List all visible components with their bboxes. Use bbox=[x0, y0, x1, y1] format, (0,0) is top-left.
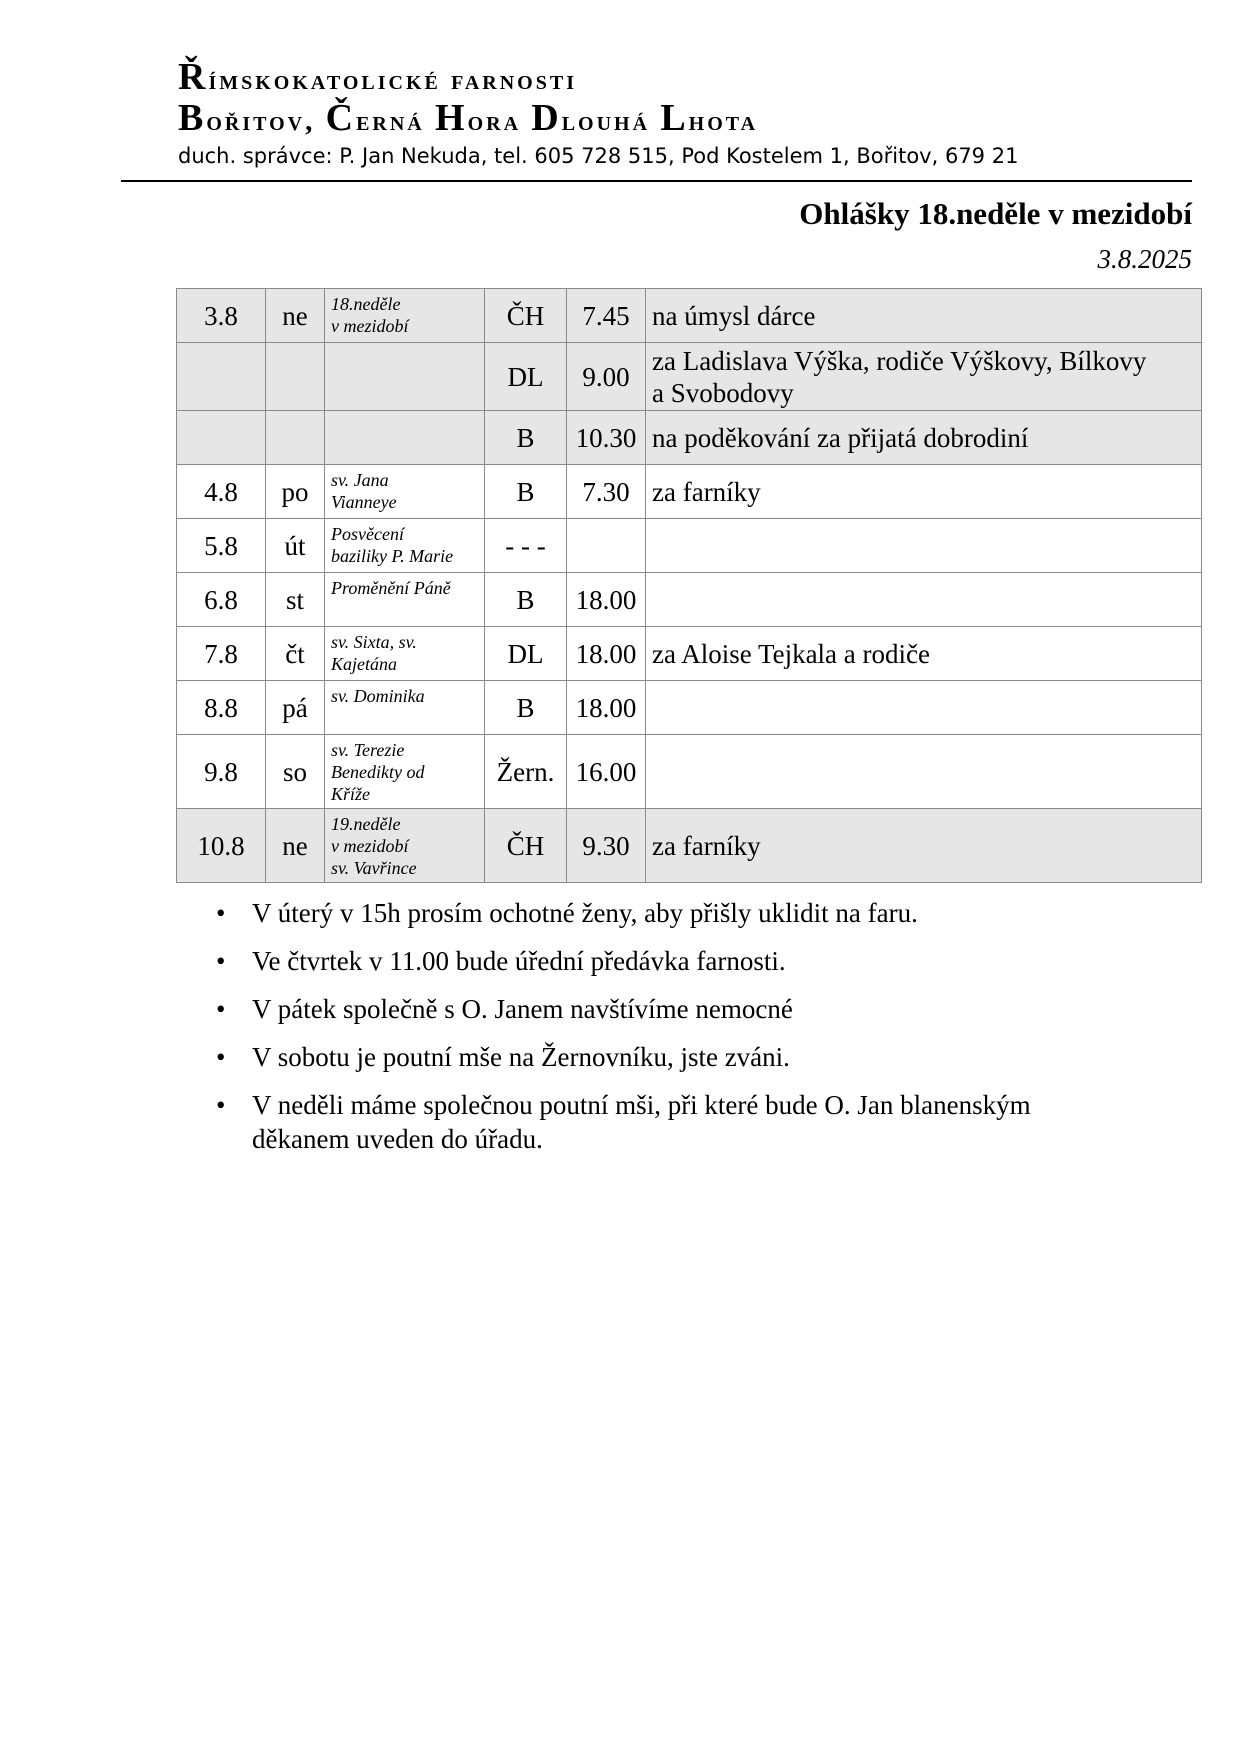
announcement-text: děkanem uveden do úřadu. bbox=[252, 1124, 543, 1154]
schedule-feast-line: Benedikty od bbox=[331, 762, 425, 782]
schedule-intention bbox=[646, 465, 1202, 519]
schedule-feast-line: Vianneye bbox=[331, 492, 397, 512]
schedule-intention bbox=[646, 343, 1202, 411]
schedule-feast-line: Posvěcení bbox=[331, 524, 404, 544]
schedule-feast-line: sv. Vavřince bbox=[331, 858, 417, 878]
schedule-row bbox=[177, 465, 1202, 519]
schedule-intention bbox=[646, 289, 1202, 343]
schedule-body bbox=[177, 289, 1202, 883]
schedule-weekday: so bbox=[266, 735, 325, 809]
schedule-place: B bbox=[485, 465, 567, 519]
announcement-text: V sobotu je poutní mše na Žernovníku, jste zváni. bbox=[252, 1042, 790, 1072]
schedule-weekday: čt bbox=[266, 627, 325, 681]
schedule-feast-line: Kříže bbox=[331, 784, 371, 804]
schedule-intention bbox=[646, 681, 1202, 735]
schedule-time: 18.00 bbox=[567, 627, 646, 681]
title-text: louhá bbox=[561, 105, 661, 137]
schedule-feast bbox=[325, 519, 485, 573]
schedule-place: - - - bbox=[485, 519, 567, 573]
schedule-feast-line: v mezidobí bbox=[331, 316, 409, 336]
schedule-time: 7.45 bbox=[567, 289, 646, 343]
schedule-feast bbox=[325, 343, 485, 411]
announcement-item bbox=[212, 992, 1172, 1026]
schedule-time bbox=[567, 519, 646, 573]
schedule-intention bbox=[646, 809, 1202, 883]
announcement-item bbox=[212, 944, 1172, 978]
schedule-date: 3.8 bbox=[177, 289, 266, 343]
schedule-intention bbox=[646, 411, 1202, 465]
schedule-time: 18.00 bbox=[567, 573, 646, 627]
announcements-list bbox=[212, 896, 1172, 1170]
announcement-item bbox=[212, 896, 1172, 930]
schedule-date: 6.8 bbox=[177, 573, 266, 627]
schedule-date bbox=[177, 411, 266, 465]
announcement-text: V pátek společně s O. Janem navštívíme nemocné bbox=[252, 994, 793, 1024]
schedule-intention-line: na poděkování za přijatá dobrodiní bbox=[652, 422, 1029, 453]
schedule-feast bbox=[325, 411, 485, 465]
announcement-text: V úterý v 15h prosím ochotné ženy, aby přišly uklidit na faru. bbox=[252, 898, 918, 928]
schedule-intention-line: na úmysl dárce bbox=[652, 300, 816, 331]
schedule-place: DL bbox=[485, 627, 567, 681]
schedule-feast-line: 18.neděle bbox=[331, 294, 401, 314]
schedule-row bbox=[177, 289, 1202, 343]
title-initial: B bbox=[178, 97, 207, 139]
schedule-feast-line: sv. Sixta, sv. bbox=[331, 632, 417, 652]
schedule-intention-line: a Svobodovy bbox=[652, 377, 794, 408]
schedule-weekday: ne bbox=[266, 809, 325, 883]
schedule-intention-line: za farníky bbox=[652, 830, 761, 861]
parish-header bbox=[178, 58, 1188, 140]
title-text: hota bbox=[688, 105, 759, 137]
schedule-place: ČH bbox=[485, 809, 567, 883]
schedule-feast-line: baziliky P. Marie bbox=[331, 546, 454, 566]
schedule-place: Žern. bbox=[485, 735, 567, 809]
bullet-icon: • bbox=[216, 1042, 226, 1072]
bullet-icon: • bbox=[216, 994, 226, 1024]
schedule-date: 5.8 bbox=[177, 519, 266, 573]
schedule-time: 7.30 bbox=[567, 465, 646, 519]
schedule-date: 10.8 bbox=[177, 809, 266, 883]
title-initial: Ř bbox=[178, 56, 209, 98]
schedule-feast bbox=[325, 809, 485, 883]
bullet-icon: • bbox=[216, 946, 226, 976]
schedule-weekday: út bbox=[266, 519, 325, 573]
schedule-row bbox=[177, 411, 1202, 465]
schedule-row bbox=[177, 627, 1202, 681]
schedule-feast-line: 19.neděle bbox=[331, 814, 401, 834]
title-text: erná bbox=[356, 105, 435, 137]
schedule-row bbox=[177, 573, 1202, 627]
contact-line: duch. správce: P. Jan Nekuda, tel. 605 728 515, Pod Kostelem 1, Bořitov, 679 21 bbox=[178, 144, 1019, 168]
schedule-weekday: st bbox=[266, 573, 325, 627]
announcement-item bbox=[212, 1088, 1172, 1156]
schedule-row bbox=[177, 681, 1202, 735]
bullet-icon: • bbox=[216, 898, 226, 928]
schedule-intention bbox=[646, 573, 1202, 627]
document-date: 3.8.2025 bbox=[1097, 244, 1192, 274]
schedule-row bbox=[177, 343, 1202, 411]
schedule-feast bbox=[325, 465, 485, 519]
schedule-date: 8.8 bbox=[177, 681, 266, 735]
schedule-time: 18.00 bbox=[567, 681, 646, 735]
schedule-intention bbox=[646, 735, 1202, 809]
schedule-place: B bbox=[485, 573, 567, 627]
schedule-feast bbox=[325, 681, 485, 735]
schedule-intention bbox=[646, 627, 1202, 681]
header-divider bbox=[121, 180, 1192, 182]
schedule-weekday bbox=[266, 343, 325, 411]
announcement-item bbox=[212, 1040, 1172, 1074]
schedule-intention-line: za Ladislava Výška, rodiče Výškovy, Bílkovy bbox=[652, 345, 1147, 376]
schedule-feast bbox=[325, 735, 485, 809]
bullet-icon: • bbox=[216, 1090, 226, 1120]
title-initial: Č bbox=[325, 97, 357, 139]
schedule-time: 16.00 bbox=[567, 735, 646, 809]
title-text: ímskokatolické farnosti bbox=[208, 64, 577, 96]
title-text: ořitov, bbox=[206, 105, 326, 137]
document-title: Ohlášky 18.neděle v mezidobí bbox=[799, 196, 1192, 231]
announcement-text: Ve čtvrtek v 11.00 bude úřední předávka farnosti. bbox=[252, 946, 786, 976]
schedule-date: 7.8 bbox=[177, 627, 266, 681]
schedule-date: 9.8 bbox=[177, 735, 266, 809]
title-initial: L bbox=[660, 97, 689, 139]
schedule-weekday: pá bbox=[266, 681, 325, 735]
schedule-row bbox=[177, 809, 1202, 883]
schedule-weekday bbox=[266, 411, 325, 465]
mass-schedule-table bbox=[176, 288, 1202, 883]
schedule-weekday: ne bbox=[266, 289, 325, 343]
schedule-intention-line: za farníky bbox=[652, 476, 761, 507]
schedule-row bbox=[177, 519, 1202, 573]
schedule-intention-line: za Aloise Tejkala a rodiče bbox=[652, 638, 930, 669]
schedule-feast bbox=[325, 627, 485, 681]
title-initial: H bbox=[435, 97, 468, 139]
schedule-place: DL bbox=[485, 343, 567, 411]
title-initial: D bbox=[531, 97, 562, 139]
schedule-time: 10.30 bbox=[567, 411, 646, 465]
schedule-feast-line: Proměnění Páně bbox=[331, 578, 451, 598]
schedule-intention bbox=[646, 519, 1202, 573]
parish-name-line-1 bbox=[178, 58, 1188, 99]
schedule-place: B bbox=[485, 681, 567, 735]
announcement-text: V neděli máme společnou poutní mši, při které bude O. Jan blanenským bbox=[252, 1090, 1031, 1120]
schedule-feast-line: sv. Dominika bbox=[331, 686, 425, 706]
schedule-row bbox=[177, 735, 1202, 809]
schedule-feast-line: sv. Terezie bbox=[331, 740, 405, 760]
schedule-feast-line: v mezidobí bbox=[331, 836, 409, 856]
schedule-place: B bbox=[485, 411, 567, 465]
schedule-feast bbox=[325, 289, 485, 343]
parish-name-line-2 bbox=[178, 99, 1188, 140]
schedule-feast bbox=[325, 573, 485, 627]
schedule-date bbox=[177, 343, 266, 411]
schedule-feast-line: Kajetána bbox=[331, 654, 397, 674]
schedule-time: 9.00 bbox=[567, 343, 646, 411]
schedule-place: ČH bbox=[485, 289, 567, 343]
title-text: ora bbox=[467, 105, 532, 137]
schedule-date: 4.8 bbox=[177, 465, 266, 519]
schedule-time: 9.30 bbox=[567, 809, 646, 883]
schedule-feast-line: sv. Jana bbox=[331, 470, 389, 490]
schedule-weekday: po bbox=[266, 465, 325, 519]
